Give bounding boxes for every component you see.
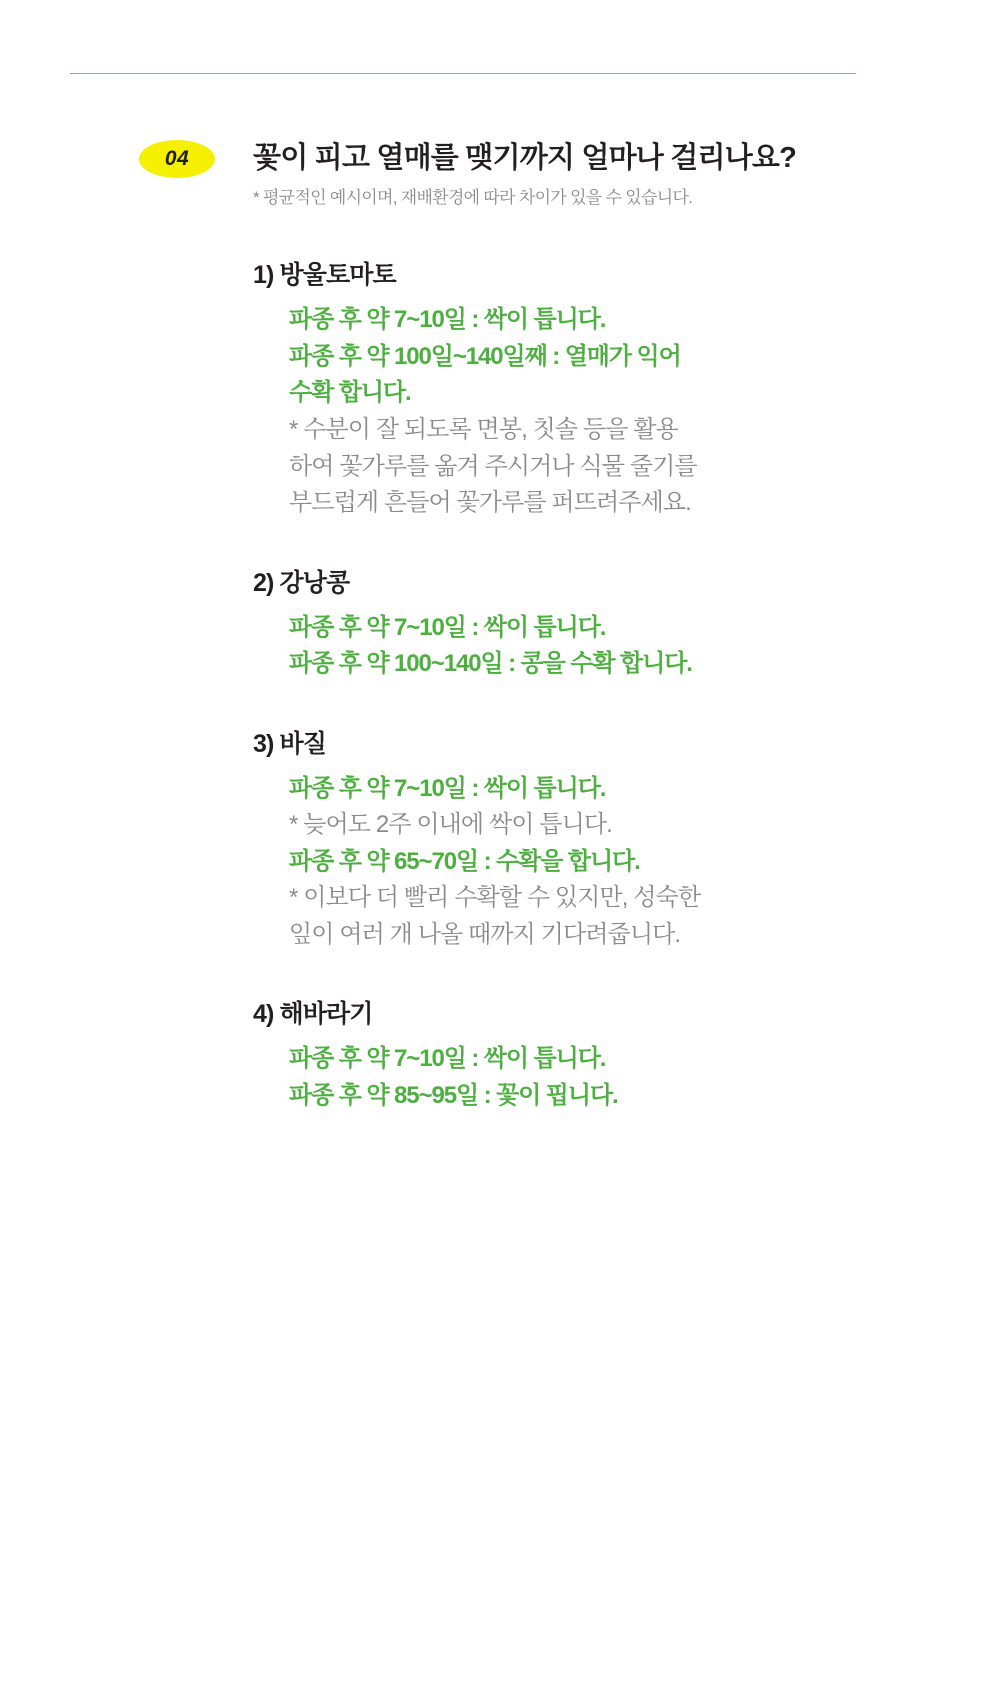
plant-lines (253, 1042, 1000, 1113)
growth-stage-line: 파종 후 약 7~10일 : 싹이 틉니다. (289, 613, 606, 641)
growth-stage-line: 수확 합니다. (289, 379, 411, 407)
plant-block (253, 255, 1000, 520)
growth-note-line: 하여 꽃가루를 옮겨 주시거나 식물 줄기를 (289, 452, 697, 480)
section-number-badge (139, 140, 215, 178)
plant-block (253, 724, 1000, 953)
plant-title: 3) 바질 (253, 729, 326, 758)
growth-note-line: * 이보다 더 빨리 수확할 수 있지만, 성숙한 (289, 884, 701, 912)
plant-block (253, 994, 1000, 1113)
growth-stage-line: 파종 후 약 65~70일 : 수확을 합니다. (289, 847, 640, 875)
growth-stage-line: 파종 후 약 85~95일 : 꽃이 핍니다. (289, 1082, 618, 1109)
plant-title: 4) 해바라기 (253, 1000, 373, 1029)
document-content (0, 140, 1000, 1116)
growth-stage-line: 파종 후 약 7~10일 : 싹이 틉니다. (289, 306, 606, 334)
growth-note-line: * 늦어도 2주 이내에 싹이 틉니다. (289, 811, 612, 839)
growth-note-line: 부드럽게 흔들어 꽃가루를 퍼뜨려주세요. (289, 489, 691, 517)
growth-stage-line: 파종 후 약 7~10일 : 싹이 틉니다. (289, 774, 606, 802)
plant-list (0, 255, 1000, 1113)
section-number-label: 04 (164, 147, 190, 170)
plant-lines (253, 772, 1000, 953)
growth-note-line: 잎이 여러 개 나올 때까지 기다려줍니다. (289, 920, 681, 948)
plant-title: 2) 강낭콩 (253, 568, 350, 597)
header-divider (70, 73, 856, 74)
plant-lines (253, 611, 1000, 682)
growth-stage-line: 파종 후 약 100일~140일째 : 열매가 익어 (289, 342, 681, 370)
page-title: 꽃이 피고 열매를 맺기까지 얼마나 걸리나요? (253, 142, 797, 174)
plant-title: 1) 방울토마토 (253, 261, 396, 290)
section-header (0, 140, 1000, 209)
plant-lines (253, 303, 1000, 520)
growth-stage-line: 파종 후 약 100~140일 : 콩을 수확 합니다. (289, 650, 692, 678)
growth-stage-line: 파종 후 약 7~10일 : 싹이 틉니다. (289, 1045, 606, 1073)
section-note: * 평균적인 예시이며, 재배환경에 따라 차이가 있을 수 있습니다. (253, 188, 693, 208)
growth-note-line: * 수분이 잘 되도록 면봉, 칫솔 등을 활용 (289, 415, 678, 443)
plant-block (253, 563, 1000, 682)
